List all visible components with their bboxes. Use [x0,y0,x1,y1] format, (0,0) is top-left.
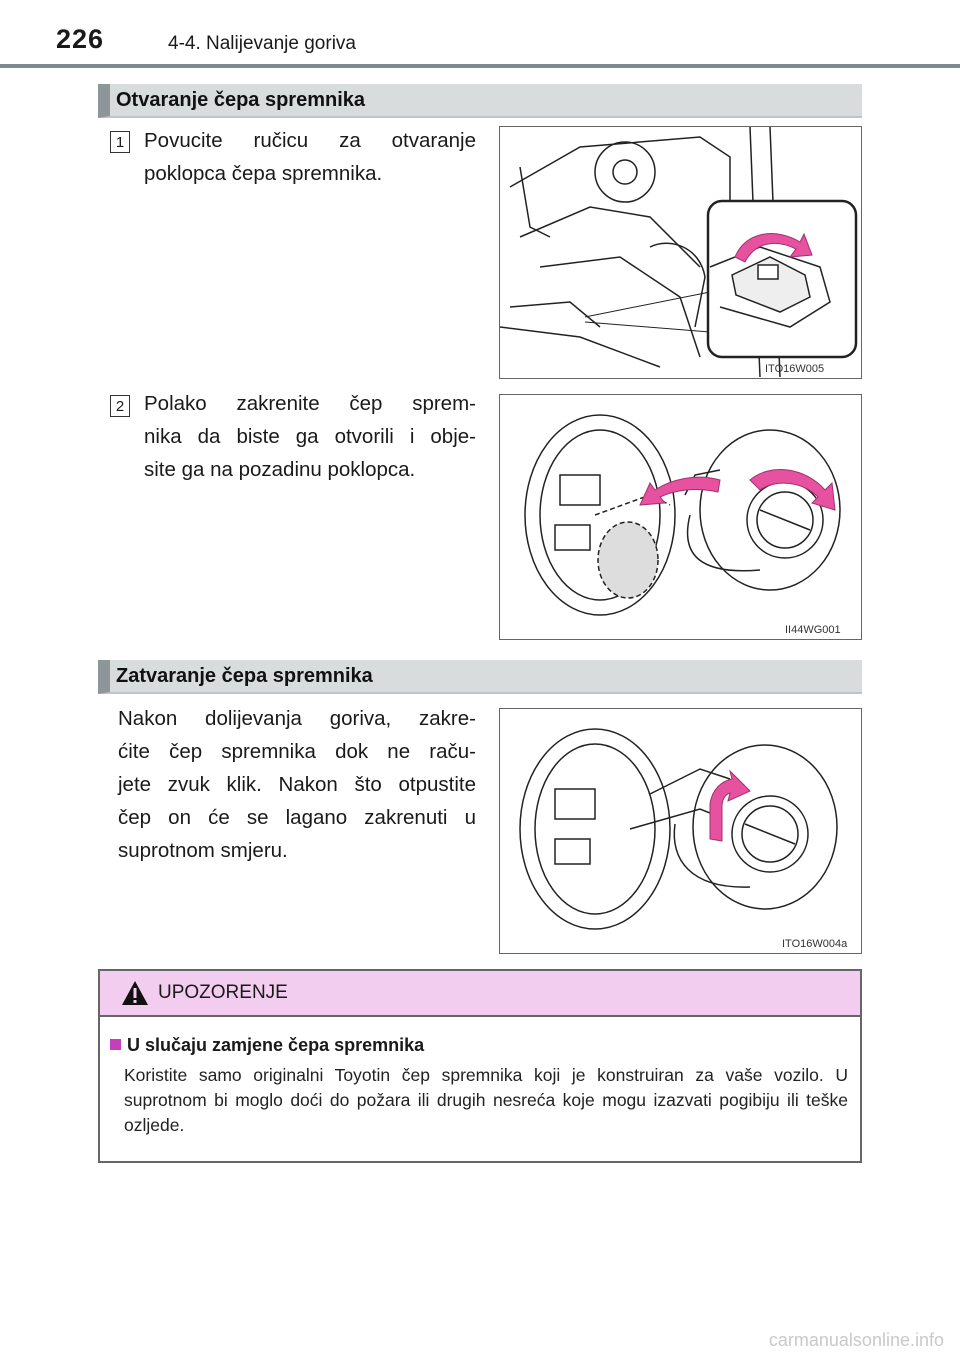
site-watermark: carmanualsonline.info [768,1330,944,1350]
section-heading-opening [98,84,862,118]
step-number-2: 2 [110,395,130,417]
step-2-text: Polako zakrenite čep sprem- nika da biste ga otvorili i obje- site ga na pozadinu poklopca. [144,392,476,481]
top-rule [0,64,960,68]
warning-box [98,969,862,1163]
figure-code: II44WG001 [785,624,841,636]
warning-label: UPOZORENJE [158,982,288,1003]
section-heading-label: Zatvaranje čepa spremnika [116,665,373,687]
bullet-square-icon [110,1039,121,1050]
page-number: 226 [56,24,105,54]
warning-title [110,1035,424,1056]
cap-opening-illustration [500,395,860,638]
figure-fuel-door-lever [499,126,862,379]
chapter-title: 4-4. Nalijevanje goriva [168,33,356,54]
closing-text: Nakon dolijevanja goriva, zakre- ćite čep spremnika dok ne raču- jete zvuk klik. Nakon što otpustite čep on će se lagano zakrenuti u suprotnom smjeru. [118,707,476,862]
figure-cap-closing [499,708,862,954]
figure-cap-opening [499,394,862,640]
figure-code: ITO16W004a [782,938,848,950]
section-heading-label: Otvaranje čepa spremnika [116,89,366,111]
step-number-1: 1 [110,131,130,153]
warning-triangle-icon [120,979,150,1007]
warning-title-text: U slučaju zamjene čepa spremnika [127,1035,425,1055]
move-arrow [640,477,720,505]
cap-closing-illustration [500,709,860,952]
step-1-text: Povucite ručicu za otvaranje poklopca čepa spremnika. [144,129,476,185]
lever-illustration [500,127,860,377]
warning-text: Koristite samo originalni Toyotin čep spremnika koji je konstruiran za vaše vozilo. U suprotnom bi moglo doći do požara ili drugih nesreća koje mogu izazvati pogibiju ili teške ozljede. [124,1065,848,1135]
section-heading-closing [98,660,862,694]
warning-header [100,971,860,1017]
figure-code: ITO16W005 [765,363,825,375]
